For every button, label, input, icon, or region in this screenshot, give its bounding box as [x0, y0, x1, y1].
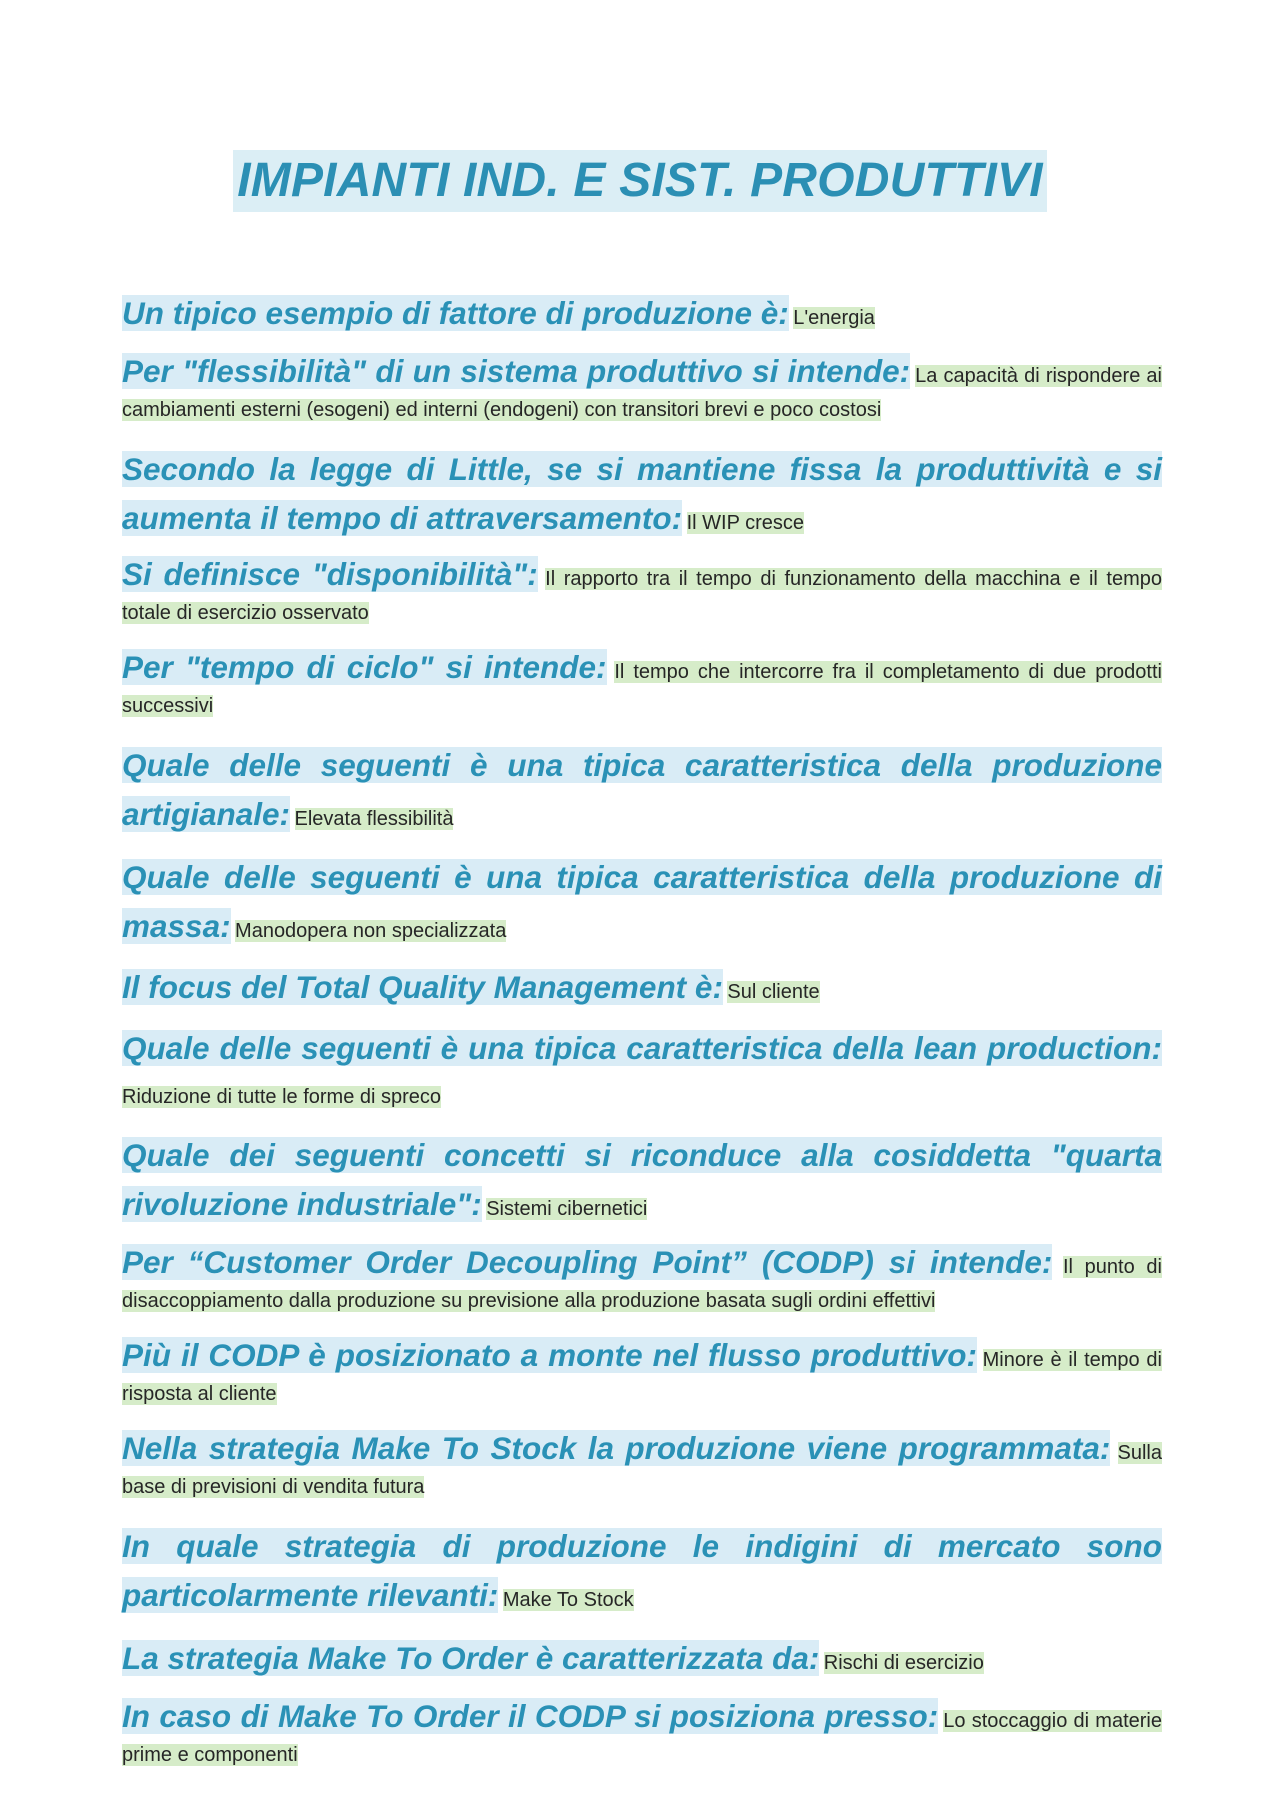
qa-item-13: [122, 1432, 1162, 1505]
document-title: IMPIANTI IND. E SIST. PRODUTTIVI: [233, 150, 1047, 212]
qa-item-8: [122, 966, 1162, 1015]
answer-7: Manodopera non specializzata: [235, 920, 507, 942]
answer-11: Il punto di disaccoppiamento dalla produzione su previsione alla produzione basata sugli ordini effettivi: [122, 1256, 1162, 1312]
answer-13: Sulla base di previsioni di vendita futura: [122, 1442, 1162, 1498]
qa-item-14: [122, 1525, 1162, 1623]
answer-2: La capacità di rispondere ai cambiamenti esterni (esogeni) ed interni (endogeni) con transitori brevi e poco costosi: [122, 365, 1162, 421]
qa-item-1: [122, 292, 1162, 341]
question-12: Più il CODP è posizionato a monte nel flusso produttivo:: [122, 1337, 977, 1373]
answer-14: Make To Stock: [502, 1589, 634, 1611]
question-11: Per “Customer Order Decoupling Point” (CODP) si intende:: [122, 1244, 1053, 1280]
qa-item-12: [122, 1339, 1162, 1412]
qa-item-7: [122, 856, 1162, 954]
qa-item-4: [122, 558, 1162, 631]
question-14: In quale strategia di produzione le indigini di mercato sono particolarmente rilevanti:: [122, 1528, 1162, 1613]
question-9: Quale delle seguenti è una tipica caratteristica della lean production:: [122, 1030, 1162, 1066]
question-13: Nella strategia Make To Stock la produzione viene programmata:: [122, 1430, 1111, 1466]
qa-item-10: [122, 1134, 1162, 1232]
title-wrapper: [0, 150, 1280, 212]
answer-15: Rischi di esercizio: [823, 1652, 984, 1674]
qa-item-9: [122, 1027, 1162, 1120]
qa-item-2: [122, 355, 1162, 428]
question-answer-list: [122, 292, 1162, 1789]
qa-item-15: [122, 1637, 1162, 1686]
question-5: Per "tempo di ciclo" si intende:: [122, 649, 607, 685]
answer-16: Lo stoccaggio di materie prime e componenti: [122, 1710, 1162, 1766]
answer-8: Sul cliente: [727, 981, 820, 1003]
question-2: Per "flessibilità" di un sistema produttivo si intende:: [122, 353, 911, 389]
question-16: In caso di Make To Order il CODP si posiziona presso:: [122, 1698, 939, 1734]
question-4: Si definisce "disponibilità":: [122, 556, 538, 592]
answer-4: Il rapporto tra il tempo di funzionamento della macchina e il tempo totale di esercizio osservato: [122, 568, 1162, 624]
qa-item-5: [122, 651, 1162, 724]
question-8: Il focus del Total Quality Management è:: [122, 969, 723, 1005]
qa-item-3: [122, 448, 1162, 546]
question-7: Quale delle seguenti è una tipica caratteristica della produzione di massa:: [122, 859, 1162, 944]
question-3: Secondo la legge di Little, se si mantiene fissa la produttività e si aumenta il tempo di attraversamento:: [122, 451, 1162, 536]
answer-10: Sistemi cibernetici: [486, 1198, 648, 1220]
answer-12: Minore è il tempo di risposta al cliente: [122, 1349, 1162, 1405]
question-10: Quale dei seguenti concetti si riconduce alla cosiddetta "quarta rivoluzione industriale":: [122, 1137, 1162, 1222]
qa-item-16: [122, 1700, 1162, 1773]
answer-3: Il WIP cresce: [686, 512, 805, 534]
answer-5: Il tempo che intercorre fra il completamento di due prodotti successivi: [122, 661, 1162, 717]
answer-1: L'energia: [793, 307, 875, 329]
question-1: Un tipico esempio di fattore di produzione è:: [122, 295, 789, 331]
question-15: La strategia Make To Order è caratterizzata da:: [122, 1640, 820, 1676]
question-6: Quale delle seguenti è una tipica caratteristica della produzione artigianale:: [122, 747, 1162, 832]
qa-item-6: [122, 744, 1162, 842]
qa-item-11: [122, 1246, 1162, 1319]
answer-6: Elevata flessibilità: [294, 808, 454, 830]
answer-9: Riduzione di tutte le forme di spreco: [122, 1086, 442, 1108]
